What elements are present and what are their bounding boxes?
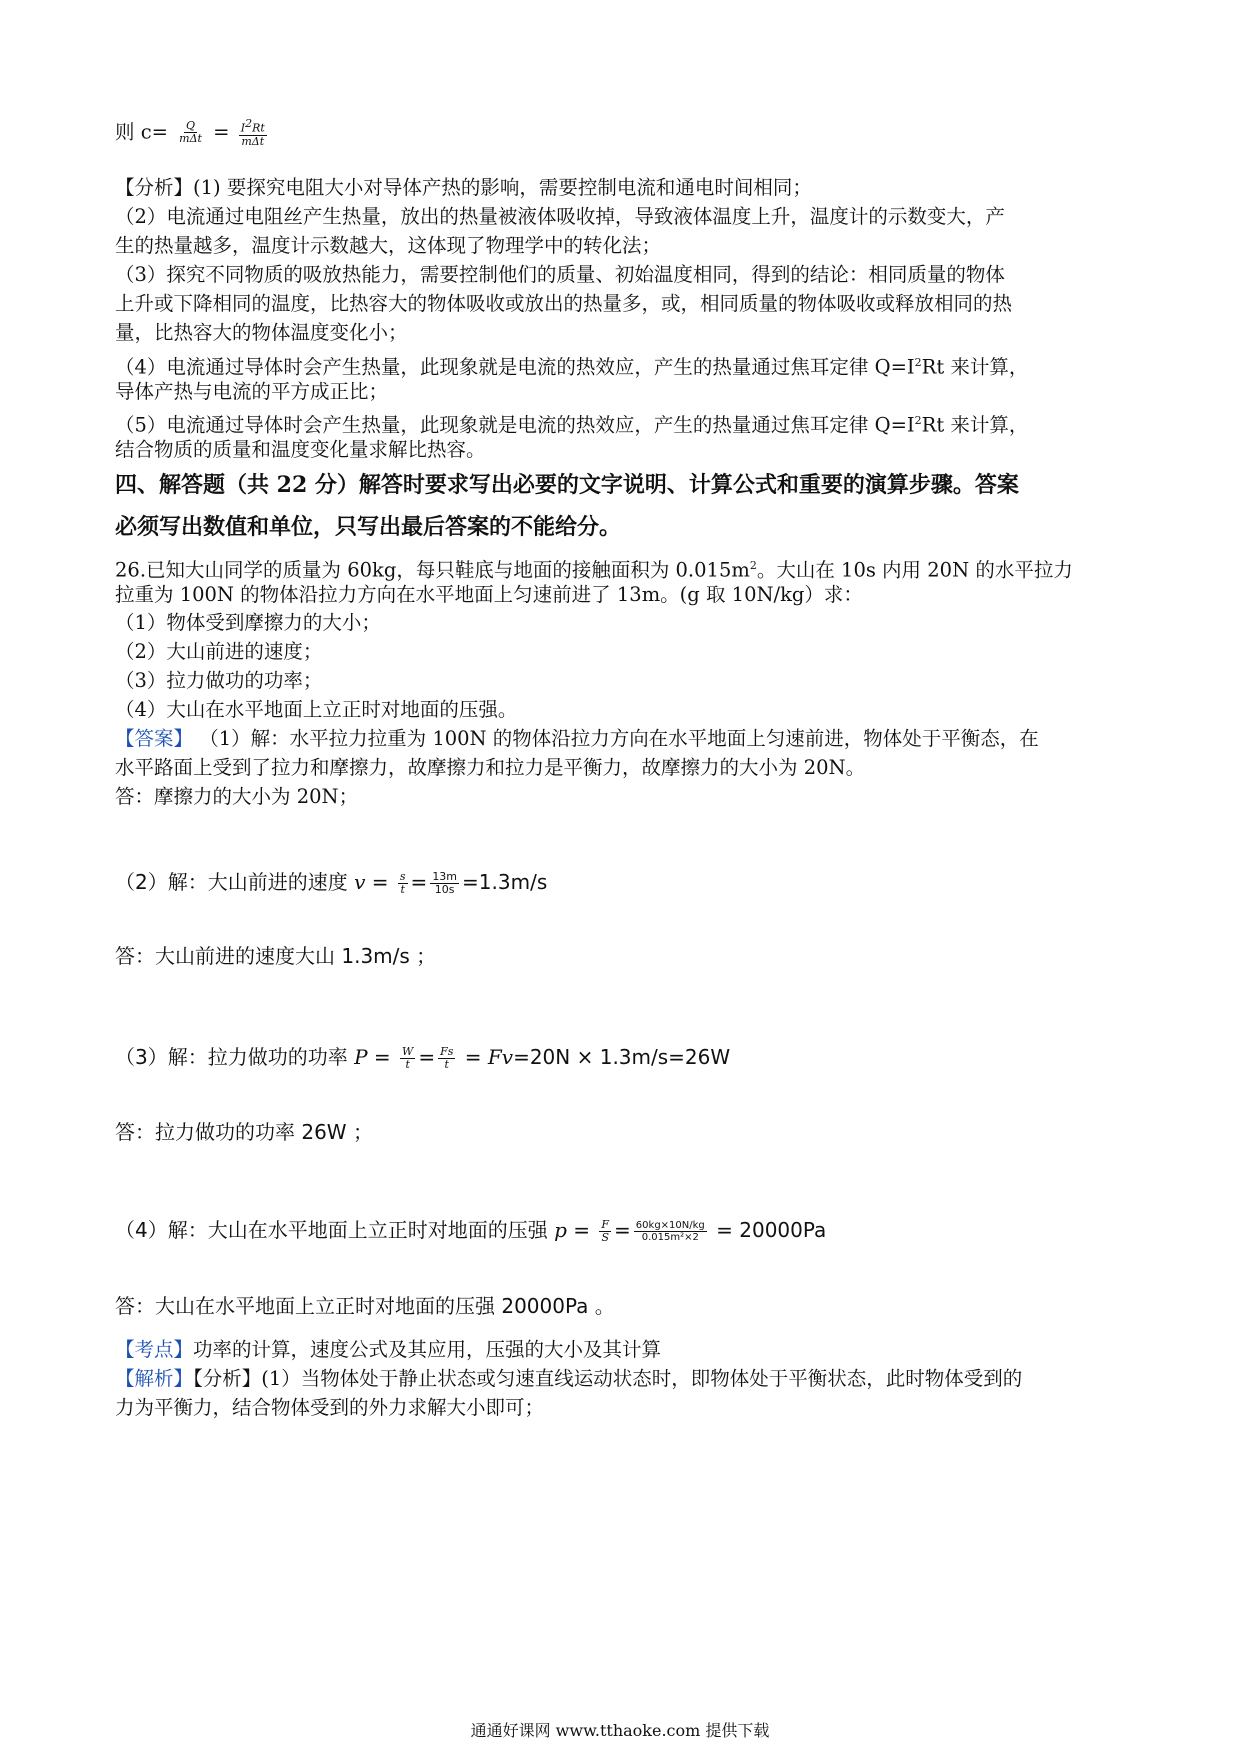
solution-label: （3）解：拉力做功的功率 [115,1045,355,1069]
superscript: 2 [914,414,922,427]
answer-line-2: 水平路面上受到了拉力和摩擦力，故摩擦力和拉力是平衡力，故摩擦力的大小为 20N。 [115,756,866,779]
fraction [239,118,267,148]
fraction-denominator: t [405,1058,410,1071]
explanation-line-2: 力为平衡力，结合物体受到的外力求解大小即可； [115,1396,545,1419]
key-points-text: 功率的计算，速度公式及其应用，压强的大小及其计算 [193,1338,662,1361]
answer-3-conclusion: 答：拉力做功的功率 26W ； [115,1120,373,1144]
variable: p [554,1218,567,1242]
superscript: 2 [749,559,757,572]
section-heading-line-2: 必须写出数值和单位，只写出最后答案的不能给分。 [115,514,622,540]
analysis-line-3: 生的热量越多，温度计示数越大，这体现了物理学中的转化法； [115,234,662,257]
answer-4-solution: （4）解：大山在水平地面上立正时对地面的压强 p = $\frac{F}{S}$ = $\frac{60kg\times 10N/kg}{\text{0.015m²×2}}$ = 20000Pa [115,1218,827,1244]
text-part: 。大山在 10s 内用 20N 的水平拉力 [756,558,1073,582]
superscript: 2 [914,356,922,369]
fraction-denominator: t [400,883,405,896]
fraction [634,1220,707,1243]
analysis-line-5: 上升或下降相同的温度，比热容大的物体吸收或放出的热量多，或，相同质量的物体吸收或释放相同的热 [115,292,1013,315]
fraction-denominator: S [601,1231,609,1244]
answer-2-solution: （2）解：大山前进的速度 v = $\frac{s}{t}$ = $\frac{13m}{10s}$ =1.3m/s [115,870,548,896]
formula-specific-heat [115,118,270,148]
sub-question-1: （1）物体受到摩擦力的大小； [115,611,381,634]
analysis-line-6: 量，比热容大的物体温度变化小； [115,321,408,344]
fraction [400,1046,415,1071]
fraction-numerator: 60kg×10N/kg [635,1220,705,1231]
sub-question-2: （2）大山前进的速度； [115,640,323,663]
key-points-line [115,1336,661,1364]
key-points-tag: 【考点】 [115,1338,194,1361]
result: = 20000Pa [716,1218,827,1242]
analysis-line-9 [115,407,1028,440]
sub-question-3: （3）拉力做功的功率； [115,669,323,692]
answer-line-1 [115,725,1039,753]
question-26-line-2: 拉重为 100N 的物体沿拉力方向在水平地面上匀速前进了 13m。(g 取 10N/kg）求： [115,583,863,606]
variable: Fv [487,1045,514,1069]
analysis-line-8: 导体产热与电流的平方成正比； [115,380,389,403]
fraction-denominator: t [444,1058,449,1071]
fraction [177,120,204,145]
page-footer: 通通好课网 www.tthaoke.com 提供下载 [470,1721,770,1740]
solution-label: （4）解：大山在水平地面上立正时对地面的压强 [115,1218,555,1242]
explanation-line-1 [115,1365,1022,1393]
text-part: Rt 来计算， [921,355,1029,379]
fraction-denominator: mΔt [241,134,265,148]
solution-label: （2）解：大山前进的速度 [115,870,355,894]
analysis-line-7 [115,349,1028,382]
text-part: Rt 来计算， [921,413,1029,437]
section-heading-line-1: 四、解答题（共 22 分）解答时要求写出必要的文字说明、计算公式和重要的演算步骤。答案 [115,472,1019,498]
answer-4-conclusion: 答：大山在水平地面上立正时对地面的压强 20000Pa 。 [115,1294,615,1318]
fraction-numerator: F [601,1218,610,1231]
answer-tag: 【答案】 [115,727,194,750]
result: =20N × 1.3m/s=26W [513,1045,731,1069]
text-part: 26.已知大山同学的质量为 60kg，每只鞋底与地面的接触面积为 0.015m [115,558,750,582]
numerator-part: Rt [252,121,265,135]
analysis-line-4: （3）探究不同物质的吸放热能力，需要控制他们的质量、初始温度相同，得到的结论：相同质量的物体 [115,263,1005,286]
answer-2-conclusion: 答：大山前进的速度大山 1.3m/s ； [115,944,437,968]
fraction-numerator [239,118,267,136]
numerator-part: I [240,121,246,135]
superscript: 2 [245,117,253,130]
fraction-denominator: mΔt [179,132,202,146]
text-part: （5）电流通过导体时会产生热量，此现象就是电流的热效应，产生的热量通过焦耳定律 Q=I [115,413,915,437]
explanation-text: 【分析】(1）当物体处于静止状态或匀速直线运动状态时，即物体处于平衡状态，此时物体受到的 [193,1367,1023,1390]
fraction-numerator: W [402,1045,414,1058]
fraction-numerator: 13m [432,870,458,883]
analysis-line-2: （2）电流通过电阻丝产生热量，放出的热量被液体吸收掉，导致液体温度上升，温度计的示数变大，产 [115,205,1005,228]
fraction-denominator: 10s [434,883,455,896]
result: =1.3m/s [462,870,548,894]
equals-sign: = [213,120,230,144]
sub-question-4: （4）大山在水平地面上立正时对地面的压强。 [115,698,518,721]
analysis-line-1 [115,174,812,202]
answer-text: （1）解：水平拉力拉重为 100N 的物体沿拉力方向在水平地面上匀速前进，物体处于平衡态，在 [193,727,1039,750]
fraction-denominator: 0.015m²×2 [641,1232,699,1243]
fraction-numerator: Fs [440,1045,454,1058]
variable: v [354,870,366,894]
answer-3-solution: （3）解：拉力做功的功率 P = $\frac{W}{t}$ = $\frac{Fs}{t}$ = Fv=20N × 1.3m/s=26W [115,1045,731,1071]
explanation-tag: 【解析】 [115,1367,194,1390]
fraction [398,871,408,896]
variable: P [354,1045,368,1069]
fraction [599,1219,611,1244]
fraction [430,871,459,896]
answer-1-conclusion: 答：摩擦力的大小为 20N； [115,785,359,808]
fraction [438,1046,455,1071]
analysis-text: (1) 要探究电阻大小对导体产热的影响，需要控制电流和通电时间相同； [193,176,812,199]
analysis-tag: 【分析】 [115,176,194,199]
fraction-numerator: s [399,870,406,883]
fraction-numerator: Q [186,119,196,133]
text-part: （4）电流通过导体时会产生热量，此现象就是电流的热效应，产生的热量通过焦耳定律 Q=I [115,355,915,379]
question-26-line-1 [115,552,1073,585]
formula-prefix: 则 c= [115,120,168,144]
analysis-line-10: 结合物质的质量和温度变化量求解比热容。 [115,438,486,461]
